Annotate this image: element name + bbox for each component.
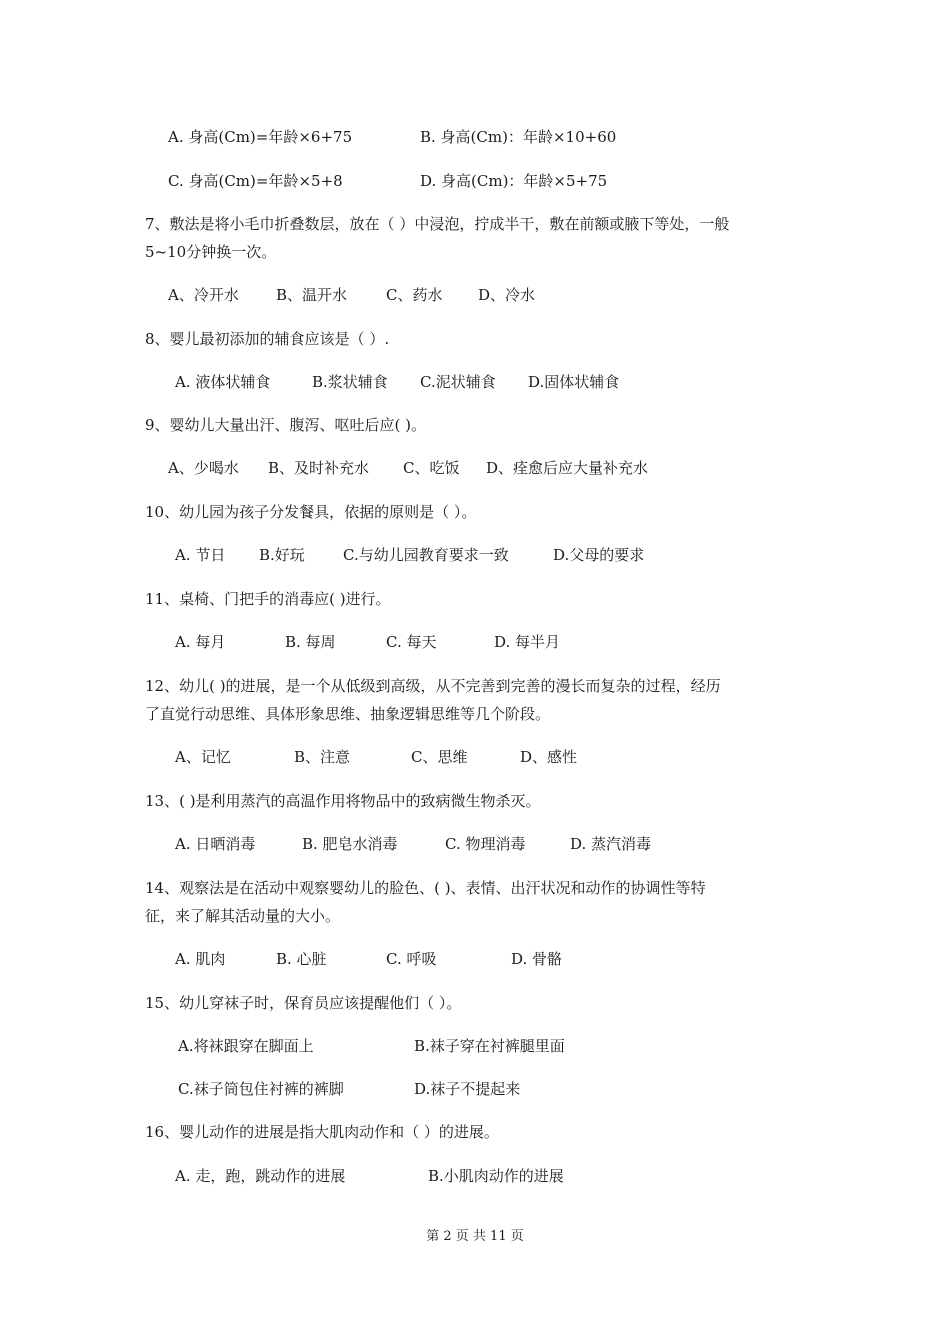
q12-option-a: A、记忆 [175,748,231,766]
q13-option-a: A. 日晒消毒 [175,835,256,853]
q10-stem: 10、幼儿园为孩子分发餐具，依据的原则是（ ）。 [145,503,477,521]
q13-option-d: D. 蒸汽消毒 [570,835,652,853]
q9-stem: 9、婴幼儿大量出汗、腹泻、呕吐后应( )。 [145,416,427,434]
q7-option-a: A、冷开水 [168,286,239,304]
q11-option-d: D. 每半月 [494,633,561,651]
q9-option-b: B、及时补充水 [268,459,370,477]
q12-stem-line2: 了直觉行动思维、具体形象思维、抽象逻辑思维等几个阶段。 [145,705,551,723]
q7-option-b: B、温开水 [276,286,348,304]
q14-stem-line1: 14、观察法是在活动中观察婴幼儿的脸色、( )、表情、出汗状况和动作的协调性等特 [145,879,706,897]
q12-option-c: C、思维 [411,748,468,766]
q7-stem-line2: 5~10分钟换一次。 [145,243,277,261]
q14-option-b: B. 心脏 [276,950,327,968]
q9-option-d: D、痊愈后应大量补充水 [486,459,649,477]
q6-option-b: B. 身高(Cm)：年龄×10+60 [420,128,617,146]
q16-option-b: B.小肌肉动作的进展 [428,1167,564,1185]
q15-option-d: D.袜子不提起来 [414,1080,521,1098]
q9-option-a: A、少喝水 [168,459,239,477]
q15-stem: 15、幼儿穿袜子时，保育员应该提醒他们（ ）。 [145,994,462,1012]
q16-option-a: A. 走，跑，跳动作的进展 [175,1167,346,1185]
q16-stem: 16、婴儿动作的进展是指大肌肉动作和（ ）的进展。 [145,1123,499,1141]
q10-option-a: A. 节日 [175,546,226,564]
q11-stem: 11、桌椅、门把手的消毒应( )进行。 [145,590,391,608]
q11-option-a: A. 每月 [175,633,226,651]
q6-option-d: D. 身高(Cm)：年龄×5+75 [420,172,608,190]
q8-option-a: A. 液体状辅食 [175,373,271,391]
q11-option-b: B. 每周 [285,633,336,651]
q10-option-c: C.与幼儿园教育要求一致 [343,546,509,564]
q11-option-c: C. 每天 [386,633,437,651]
q10-option-b: B.好玩 [259,546,305,564]
q12-option-d: D、感性 [520,748,578,766]
q10-option-d: D.父母的要求 [553,546,645,564]
q14-stem-line2: 征，来了解其活动量的大小。 [145,907,341,925]
q12-option-b: B、注意 [294,748,351,766]
q8-option-b: B.浆状辅食 [312,373,388,391]
q14-option-a: A. 肌肉 [175,950,226,968]
q13-option-c: C. 物理消毒 [445,835,526,853]
q13-option-b: B. 肥皂水消毒 [302,835,398,853]
q7-stem-line1: 7、敷法是将小毛巾折叠数层，放在（ ）中浸泡，拧成半干，敷在前额或腋下等处，一般 [145,215,730,233]
q15-option-c: C.袜子筒包住衬裤的裤脚 [178,1080,344,1098]
q7-option-d: D、冷水 [478,286,536,304]
q14-option-d: D. 骨骼 [511,950,563,968]
q14-option-c: C. 呼吸 [386,950,437,968]
q8-stem: 8、婴儿最初添加的辅食应该是（ ）. [145,330,390,348]
q12-stem-line1: 12、幼儿( )的进展，是一个从低级到高级，从不完善到完善的漫长而复杂的过程，经历 [145,677,721,695]
q8-option-d: D.固体状辅食 [528,373,620,391]
q6-option-c: C. 身高(Cm)=年龄×5+8 [168,172,343,190]
q7-option-c: C、药水 [386,286,443,304]
q15-option-b: B.袜子穿在衬裤腿里面 [414,1037,565,1055]
q6-option-a: A. 身高(Cm)=年龄×6+75 [168,128,353,146]
q13-stem: 13、( )是利用蒸汽的高温作用将物品中的致病微生物杀灭。 [145,792,541,810]
page-number-footer: 第 2 页 共 11 页 [426,1229,524,1244]
q8-option-c: C.泥状辅食 [420,373,496,391]
q15-option-a: A.将袜跟穿在脚面上 [178,1037,314,1055]
q9-option-c: C、吃饭 [403,459,460,477]
